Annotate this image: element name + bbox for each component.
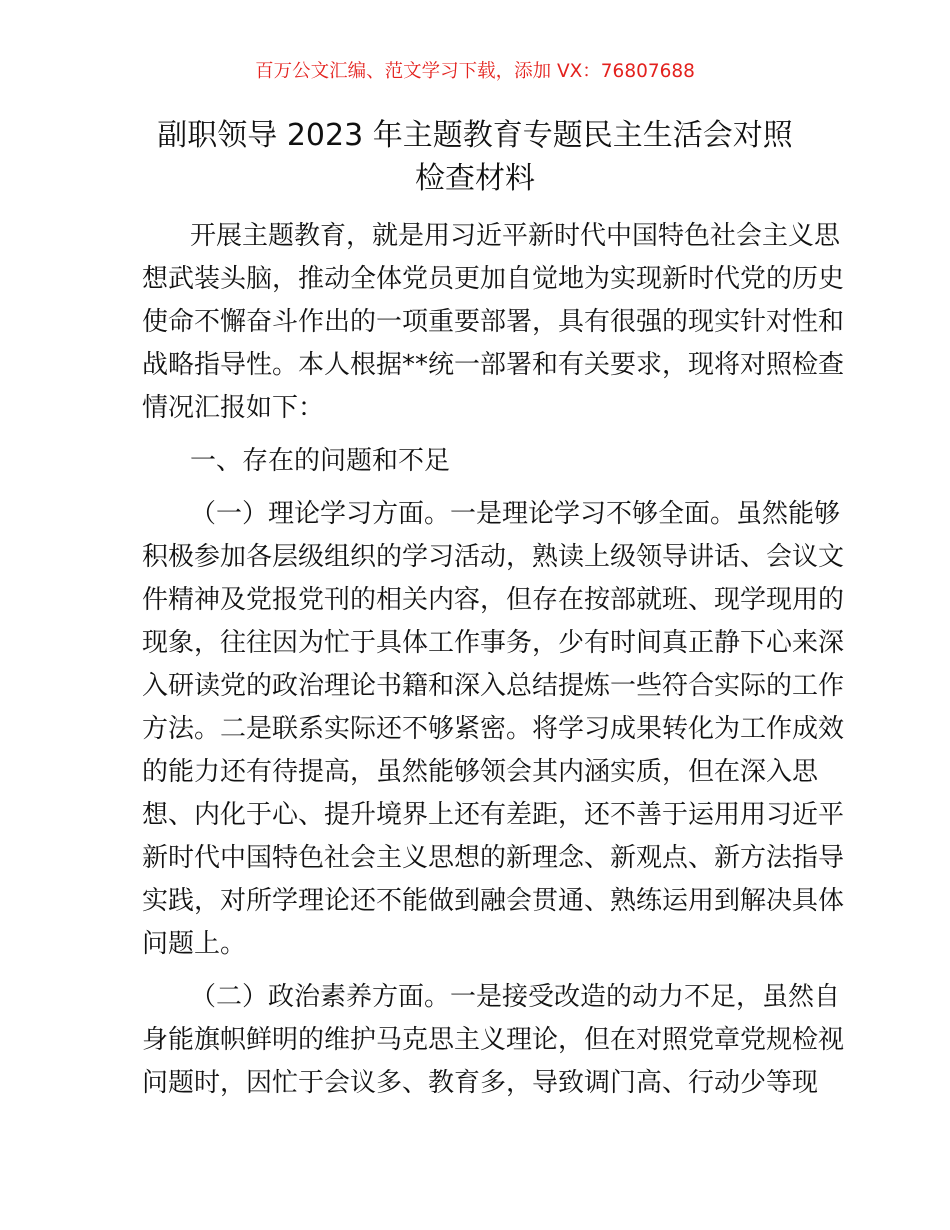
text-line: 战略指导性。本人根据**统一部署和有关要求，现将对照检查 bbox=[142, 350, 845, 380]
text-line: 身能旗帜鲜明的维护马克思主义理论，但在对照党章党规检视 bbox=[142, 1025, 845, 1055]
text-line: 新时代中国特色社会主义思想的新理念、新观点、新方法指导 bbox=[142, 843, 845, 873]
document-body bbox=[142, 215, 845, 1115]
document-title bbox=[130, 114, 820, 200]
paragraph bbox=[142, 493, 845, 966]
text-line: 方法。二是联系实际还不够紧密。将学习成果转化为工作成效 bbox=[142, 714, 845, 744]
text-line: 使命不懈奋斗作出的一项重要部署，具有很强的现实针对性和 bbox=[142, 307, 845, 337]
text-line: 开展主题教育，就是用习近平新时代中国特色社会主义思 bbox=[190, 221, 841, 251]
paragraph bbox=[142, 976, 845, 1105]
text-line: （二）政治素养方面。一是接受改造的动力不足，虽然自 bbox=[190, 982, 841, 1012]
text-line: 件精神及党报党刊的相关内容，但存在按部就班、现学现用的 bbox=[142, 585, 845, 615]
text-line: 一、存在的问题和不足 bbox=[190, 446, 451, 476]
text-line: 现象，往往因为忙于具体工作事务，少有时间真正静下心来深 bbox=[142, 628, 845, 658]
title-line: 检查材料 bbox=[415, 161, 535, 196]
text-line: 问题时，因忙于会议多、教育多，导致调门高、行动少等现 bbox=[142, 1068, 819, 1098]
text-line: 想武装头脑，推动全体党员更加自觉地为实现新时代党的历史 bbox=[142, 264, 845, 294]
title-line: 副职领导 2023 年主题教育专题民主生活会对照 bbox=[157, 118, 793, 153]
paragraph bbox=[142, 215, 845, 430]
text-line: 实践，对所学理论还不能做到融会贯通、熟练运用到解决具体 bbox=[142, 886, 845, 916]
text-line: 想、内化于心、提升境界上还有差距，还不善于运用用习近平 bbox=[142, 800, 845, 830]
text-line: （一）理论学习方面。一是理论学习不够全面。虽然能够 bbox=[190, 499, 841, 529]
text-line: 问题上。 bbox=[142, 929, 247, 959]
watermark-header: 百万公文汇编、范文学习下载，添加 VX：76807688 bbox=[255, 61, 695, 82]
text-line: 的能力还有待提高，虽然能够领会其内涵实质，但在深入思 bbox=[142, 757, 819, 787]
section-heading bbox=[142, 440, 814, 483]
text-line: 入研读党的政治理论书籍和深入总结提炼一些符合实际的工作 bbox=[142, 671, 845, 701]
text-line: 积极参加各层级组织的学习活动，熟读上级领导讲话、会议文 bbox=[142, 542, 845, 572]
text-line: 情况汇报如下： bbox=[142, 393, 325, 423]
